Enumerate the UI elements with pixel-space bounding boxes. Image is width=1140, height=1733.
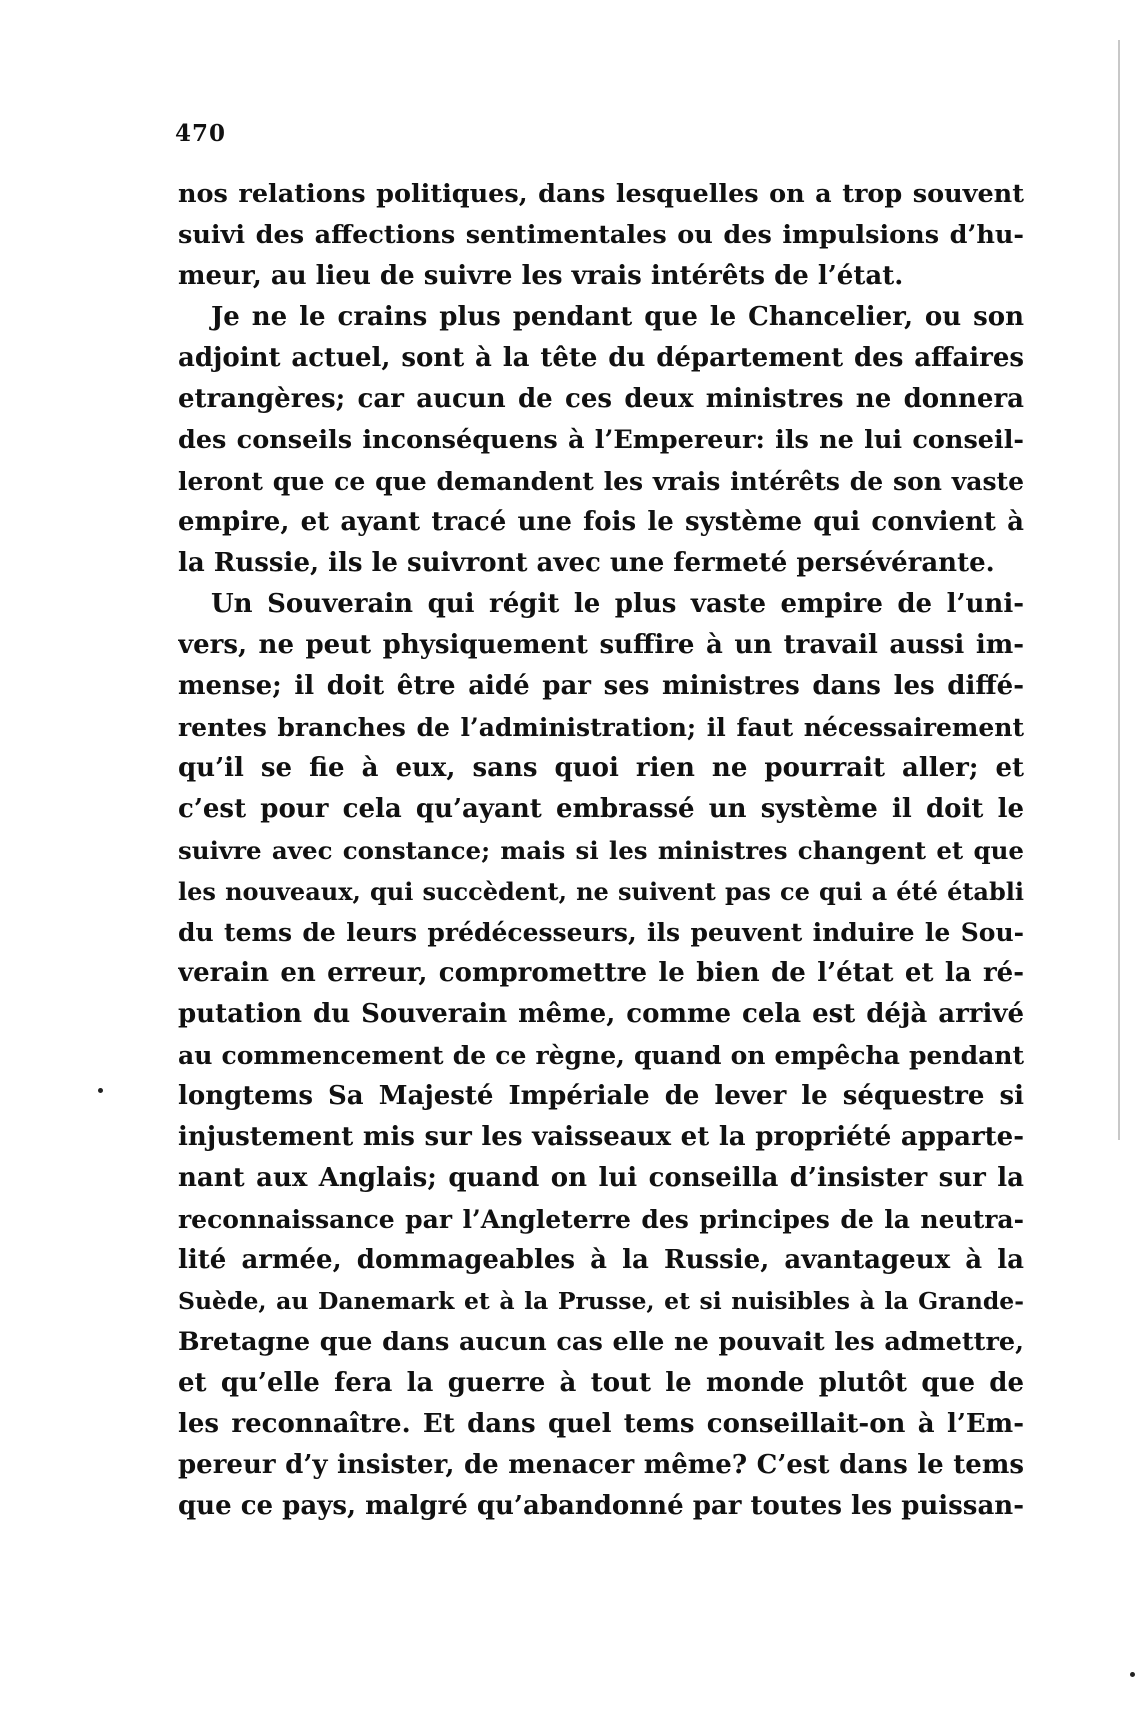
text-line: meur, au lieu de suivre les vrais intérêts de l’état. bbox=[178, 261, 904, 291]
text-line: Bretagne que dans aucun cas elle ne pouvait les admettre, bbox=[178, 1327, 1024, 1357]
text-line: nos relations politiques, dans lesquelles on a trop souvent bbox=[178, 179, 1024, 209]
ink-speck bbox=[1130, 1672, 1135, 1677]
ink-speck bbox=[98, 1088, 103, 1093]
text-line: les nouveaux, qui succèdent, ne suivent pas ce qui a été établi bbox=[178, 877, 1024, 906]
text-line: nant aux Anglais; quand on lui conseilla d’insister sur la bbox=[178, 1163, 1024, 1193]
text-line: Suède, au Danemark et à la Prusse, et si nuisibles à la Grande- bbox=[178, 1287, 1024, 1315]
text-line: au commencement de ce règne, quand on empêcha pendant bbox=[178, 1041, 1024, 1070]
text-line: qu’il se fie à eux, sans quoi rien ne pourrait aller; et bbox=[178, 753, 1024, 783]
text-line: vers, ne peut physiquement suffire à un travail aussi im- bbox=[178, 630, 1024, 660]
text-line: des conseils inconséquens à l’Empereur: ils ne lui conseil- bbox=[178, 425, 1024, 455]
text-line: rentes branches de l’administration; il faut nécessairement bbox=[178, 713, 1024, 742]
text-line: reconnaissance par l’Angleterre des principes de la neutra- bbox=[178, 1205, 1024, 1234]
text-line: longtems Sa Majesté Impériale de lever le séquestre si bbox=[178, 1081, 1024, 1111]
text-line: que ce pays, malgré qu’abandonné par toutes les puissan- bbox=[178, 1491, 1024, 1521]
page-edge-shadow bbox=[1118, 40, 1120, 1140]
text-line: pereur d’y insister, de menacer même? C’est dans le tems bbox=[178, 1450, 1024, 1480]
text-line: leront que ce que demandent les vrais intérêts de son vaste bbox=[178, 467, 1024, 496]
page-number: 470 bbox=[175, 120, 227, 147]
text-line: c’est pour cela qu’ayant embrassé un système il doit le bbox=[178, 794, 1024, 824]
text-line: les reconnaître. Et dans quel tems conseillait-on à l’Em- bbox=[178, 1409, 1024, 1439]
text-line: Un Souverain qui régit le plus vaste empire de l’uni- bbox=[211, 589, 1024, 619]
text-line: suivi des affections sentimentales ou des impulsions d’hu- bbox=[178, 220, 1024, 250]
text-line: mense; il doit être aidé par ses ministres dans les diffé- bbox=[178, 671, 1024, 701]
text-line: adjoint actuel, sont à la tête du département des affaires bbox=[178, 343, 1024, 373]
text-line: lité armée, dommageables à la Russie, avantageux à la bbox=[178, 1245, 1024, 1275]
text-line: suivre avec constance; mais si les ministres changent et que bbox=[178, 836, 1024, 865]
text-line: verain en erreur, compromettre le bien de l’état et la ré- bbox=[178, 958, 1024, 988]
text-line: la Russie, ils le suivront avec une fermeté persévérante. bbox=[178, 548, 995, 578]
text-line: du tems de leurs prédécesseurs, ils peuvent induire le Sou- bbox=[178, 918, 1024, 947]
text-line: etrangères; car aucun de ces deux ministres ne donnera bbox=[178, 384, 1024, 414]
text-line: injustement mis sur les vaisseaux et la propriété apparte- bbox=[178, 1122, 1024, 1152]
text-line: et qu’elle fera la guerre à tout le monde plutôt que de bbox=[178, 1368, 1024, 1398]
text-line: empire, et ayant tracé une fois le système qui convient à bbox=[178, 507, 1024, 537]
text-line: Je ne le crains plus pendant que le Chancelier, ou son bbox=[211, 302, 1024, 332]
text-line: putation du Souverain même, comme cela est déjà arrivé bbox=[178, 999, 1024, 1029]
body-text bbox=[178, 174, 1024, 1527]
